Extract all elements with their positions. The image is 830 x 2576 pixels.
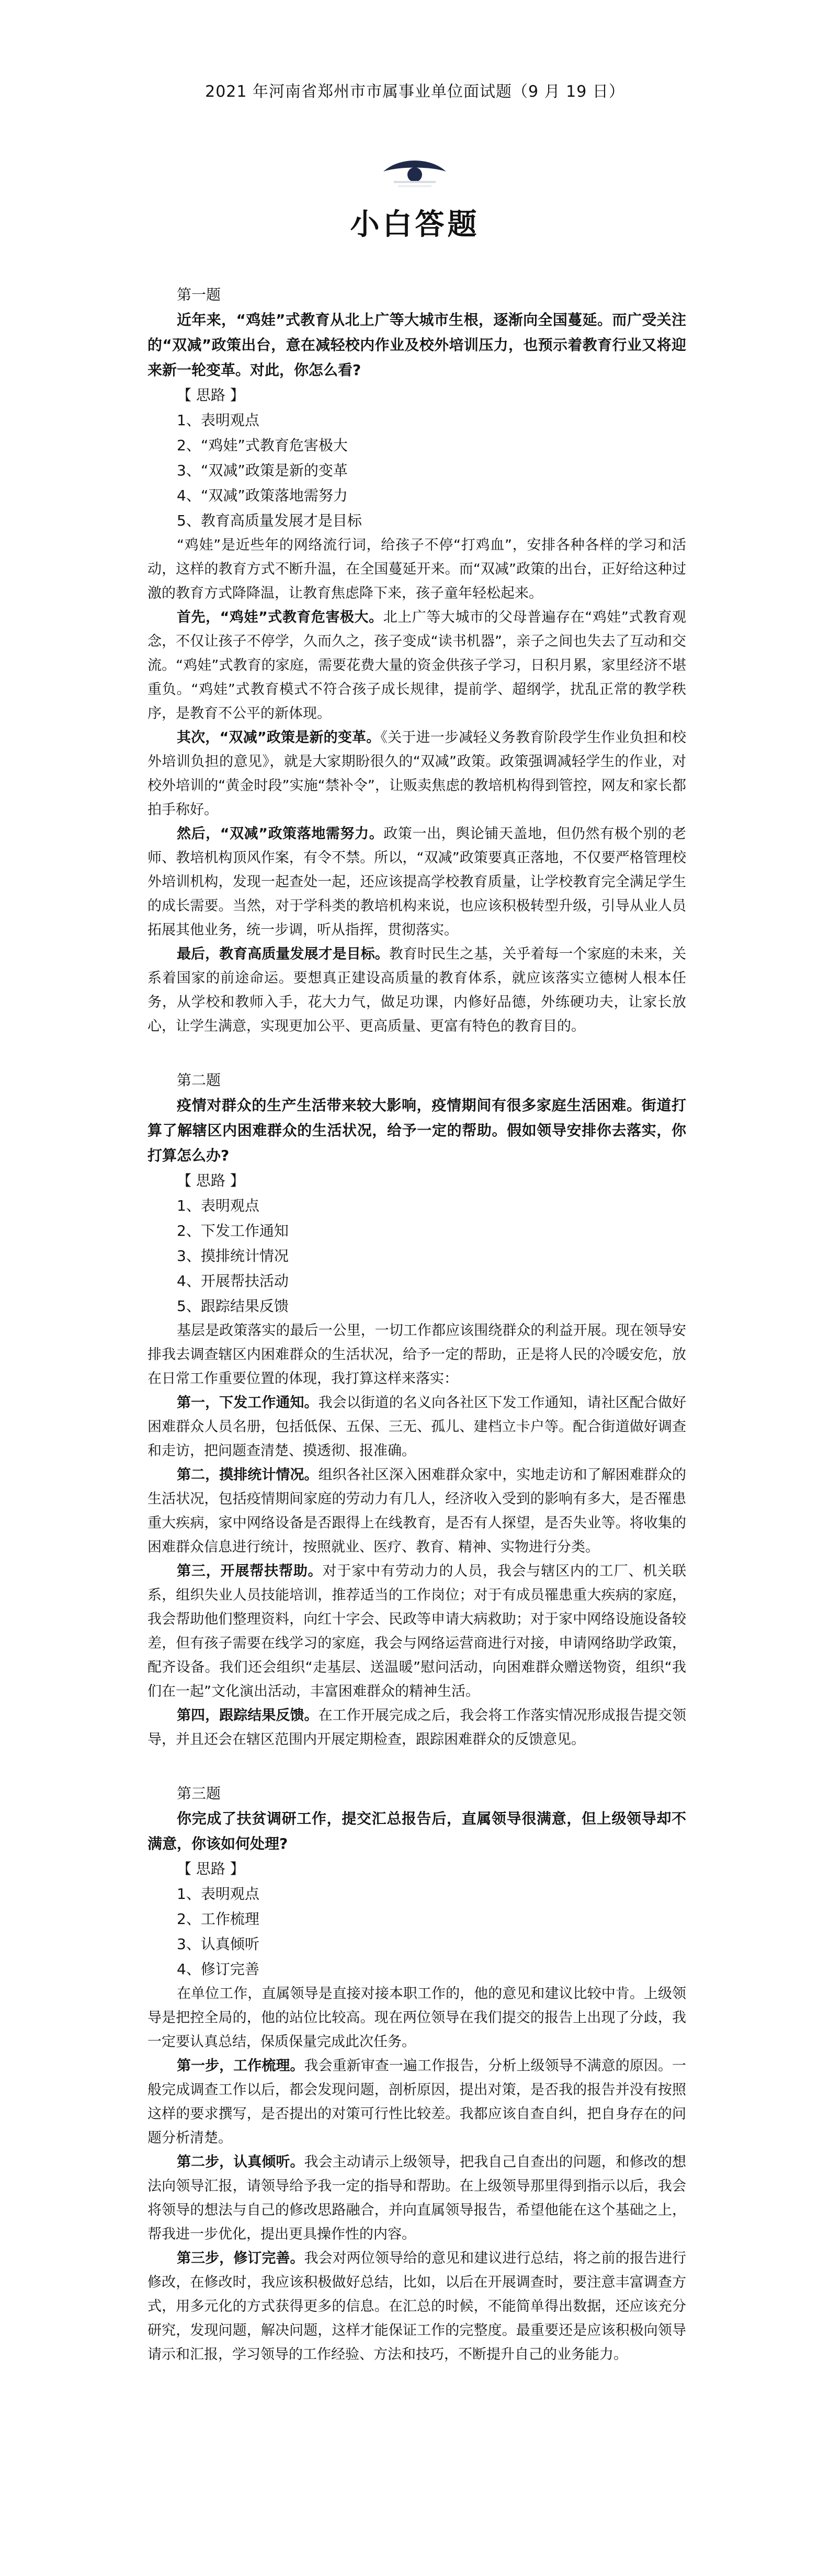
paragraph-lead: 第一步，工作梳理。 [177, 2058, 304, 2074]
document-body [147, 282, 686, 2396]
answer-paragraph [147, 726, 686, 822]
paragraph-text: 在单位工作，直属领导是直接对接本职工作的，他的意见和建议比较中肯。上级领导是把控全局的，他的站位比较高。现在两位领导在我们提交的报告上出现了分歧，我一定要认真总结，保质保量完成此次任务。 [147, 1986, 686, 2050]
outline-item: 1、表明观点 [177, 1197, 259, 1214]
question-text: 近年来，“鸡娃”式教育从北上广等大城市生根，逐渐向全国蔓延。而广受关注的“双减”政策出台，意在减轻校内作业及校外培训压力，也预示着教育行业又将迎来新一轮变革。对此，你怎么看? [147, 311, 686, 379]
outline-item: 3、“双减”政策是新的变革 [177, 462, 348, 479]
section-title: 第二题 [177, 1072, 221, 1089]
paragraph-text: 组织各社区深入困难群众家中，实地走访和了解困难群众的生活状况，包括疫情期间家庭的劳动力有几人，经济收入受到的影响有多大，是否罹患重大疾病，家中网络设备是否跟得上在线教育，是否有人探望，是否失业等。将收集的困难群众信息进行统计，按照就业、医疗、教育、精神、实物进行分类。 [147, 1467, 687, 1555]
section-title: 第三题 [177, 1785, 221, 1802]
paragraph-text: 北上广等大城市的父母普遍存在“鸡娃”式教育观念，不仅让孩子不停学，久而久之，孩子变成“读书机器”，亲子之间也失去了互动和交流。“鸡娃”式教育的家庭，需要花费大量的资金供孩子学习，日积月累，家里经济不堪重负。“鸡娃”式教育模式不符合孩子成长规律，提前学、超纲学，扰乱正常的教学秩序，是教育不公平的新体现。 [147, 609, 686, 722]
outline-label: 【 思路 】 [177, 1860, 245, 1877]
paragraph-lead: 第二步，认真倾听。 [177, 2154, 304, 2170]
paragraph-text: 教育时民生之基，关乎着每一个家庭的未来，关系着国家的前途命运。要想真正建设高质量的教育体系，就应该落实立德树人根本任务，从学校和教师入手，花大力气，做足功课，内修好品德，外练硬功夫，让家长放心，让学生满意，实现更加公平、更高质量、更富有特色的教育目的。 [147, 946, 687, 1034]
outline-list [147, 1193, 686, 1319]
paragraph-text: 《关于进一步减轻义务教育阶段学生作业负担和校外培训负担的意见》，就是大家期盼很久的“双减”政策。政策强调减轻学生的作业，对校外培训的“黄金时段”实施“禁补令”，让贩卖焦虑的教培机构得到管控，网友和家长都拍手称好。 [147, 730, 687, 818]
answer-paragraph [147, 822, 686, 942]
outline-item: 2、下发工作通知 [177, 1222, 289, 1239]
answer-paragraph [147, 942, 686, 1039]
paragraph-lead: 其次，“双减”政策是新的变革。 [177, 730, 381, 746]
outline-label: 【 思路 】 [177, 1172, 245, 1189]
answer-paragraph [147, 1559, 686, 1704]
paragraph-lead: 第四，跟踪结果反馈。 [177, 1707, 319, 1724]
paragraph-text: 我会重新审查一遍工作报告，分析上级领导不满意的原因。一般完成调查工作以后，都会发现问题，剖析原因，提出对策，是否我的报告并没有按照这样的要求撰写，是否提出的对策可行性比较差。我都应该自查自纠，把自身存在的问题分析清楚。 [147, 2058, 687, 2146]
paragraph-lead: 第一，下发工作通知。 [177, 1395, 319, 1411]
answer-paragraph [147, 1319, 686, 1391]
paragraph-lead: 第三，开展帮扶帮助。 [177, 1563, 323, 1579]
outline-item: 4、修订完善 [177, 1961, 259, 1978]
document-title: 2021 年河南省郑州市市属事业单位面试题（9 月 19 日） [205, 83, 625, 101]
answer-paragraph [147, 2247, 686, 2367]
outline-label: 【 思路 】 [177, 386, 245, 404]
paragraph-text: “鸡娃”是近些年的网络流行词，给孩子不停“打鸡血”，安排各种各样的学习和活动，这样的教育方式不断升温，在全国蔓延开来。而“双减”政策的出台，正好给这种过激的教育方式降降温，让教育焦虑降下来，孩子童年轻松起来。 [147, 537, 686, 601]
outline-item: 4、“双减”政策落地需努力 [177, 487, 348, 504]
paragraph-text: 我会以街道的名义向各社区下发工作通知，请社区配合做好困难群众人员名册，包括低保、五保、三无、孤儿、建档立卡户等。配合街道做好调查和走访，把问题查清楚、摸透彻、报准确。 [147, 1395, 687, 1459]
outline-item: 2、工作梳理 [177, 1910, 259, 1928]
paragraph-lead: 第三步，修订完善。 [177, 2250, 304, 2266]
paragraph-lead: 最后，教育高质量发展才是目标。 [177, 946, 389, 962]
paragraph-text: 我会主动请示上级领导，把我自己自查出的问题，和修改的想法向领导汇报，请领导给予我一定的指导和帮助。在上级领导那里得到指示以后，我会将领导的想法与自己的修改思路融合，并向直属领导报告，希望他能在这个基础之上，帮我进一步优化，提出更具操作性的内容。 [147, 2154, 687, 2242]
paragraph-text: 对于家中有劳动力的人员，我会与辖区内的工厂、机关联系，组织失业人员技能培训，推荐适当的工作岗位；对于有成员罹患重大疾病的家庭，我会帮助他们整理资料，向红十字会、民政等申请大病救助；对于家中网络设施设备较差，但有孩子需要在线学习的家庭，我会与网络运营商进行对接，申请网络助学政策，配齐设备。我们还会组织“走基层、送温暖”慰问活动，向困难群众赠送物资，组织“我们在一起”文化演出活动，丰富困难群众的精神生活。 [147, 1563, 687, 1700]
outline-item: 3、摸排统计情况 [177, 1247, 289, 1264]
answer-paragraph [147, 1704, 686, 1752]
question-text: 你完成了扶贫调研工作，提交汇总报告后，直属领导很满意，但上级领导却不满意，你该如何处理? [147, 1810, 686, 1852]
paragraph-text: 基层是政策落实的最后一公里，一切工作都应该围绕群众的利益开展。现在领导安排我去调查辖区内困难群众的生活状况，给予一定的帮助，正是将人民的冷暖安危，放在日常工作重要位置的体现，我打算这样来落实： [147, 1323, 686, 1387]
paragraph-lead: 然后，“双减”政策落地需努力。 [177, 826, 384, 842]
outline-item: 2、“鸡娃”式教育危害极大 [177, 437, 348, 454]
outline-item: 1、表明观点 [177, 412, 259, 429]
answer-paragraph [147, 606, 686, 726]
outline-list [147, 408, 686, 533]
outline-list [147, 1882, 686, 1982]
answer-paragraph [147, 533, 686, 606]
answer-paragraph [147, 1391, 686, 1463]
paragraph-text: 政策一出，舆论铺天盖地，但仍然有极个别的老师、教培机构顶风作案，有令不禁。所以，“双减”政策要真正落地，不仅要严格管理校外培训机构，发现一起查处一起，还应该提高学校教育质量，让学校教育完全满足学生的成长需要。当然，对于学科类的教培机构来说，也应该积极转型升级，引导从业人员拓展其他业务，统一步调，听从指挥，贯彻落实。 [147, 826, 686, 938]
paragraph-lead: 首先，“鸡娃”式教育危害极大。 [177, 609, 383, 625]
section-title: 第一题 [177, 286, 221, 303]
paragraph-lead: 第二，摸排统计情况。 [177, 1467, 319, 1483]
question-section-1 [147, 282, 686, 1039]
answer-paragraph [147, 2054, 686, 2150]
answer-paragraph [147, 1982, 686, 2054]
outline-item: 1、表明观点 [177, 1885, 259, 1902]
outline-item: 5、教育高质量发展才是目标 [177, 512, 362, 529]
question-text: 疫情对群众的生产生活带来较大影响，疫情期间有很多家庭生活困难。街道打算了解辖区内困难群众的生活状况，给予一定的帮助。假如领导安排你去落实，你打算怎么办? [147, 1097, 686, 1164]
question-section-2 [147, 1068, 686, 1752]
outline-item: 3、认真倾听 [177, 1935, 259, 1953]
paragraph-text: 在工作开展完成之后，我会将工作落实情况形成报告提交领导，并且还会在辖区范围内开展定期检查，跟踪困难群众的反馈意见。 [147, 1707, 687, 1748]
eye-logo-icon [378, 152, 451, 193]
answer-paragraph [147, 1463, 686, 1559]
outline-item: 5、跟踪结果反馈 [177, 1297, 289, 1315]
answer-paragraph [147, 2150, 686, 2247]
brand-title: 小白答题 [350, 208, 480, 242]
paragraph-text: 我会对两位领导给的意见和建议进行总结，将之前的报告进行修改，在修改时，我应该积极做好总结，比如，以后在开展调查时，要注意丰富调查方式，用多元化的方式获得更多的信息。在汇总的时候，不能简单得出数据，还应该充分研究，发现问题，解决问题，这样才能保证工作的完整度。最重要还是应该积极向领导请示和汇报，学习领导的工作经验、方法和技巧，不断提升自己的业务能力。 [147, 2250, 687, 2363]
question-section-3 [147, 1781, 686, 2367]
outline-item: 4、开展帮扶活动 [177, 1272, 289, 1290]
